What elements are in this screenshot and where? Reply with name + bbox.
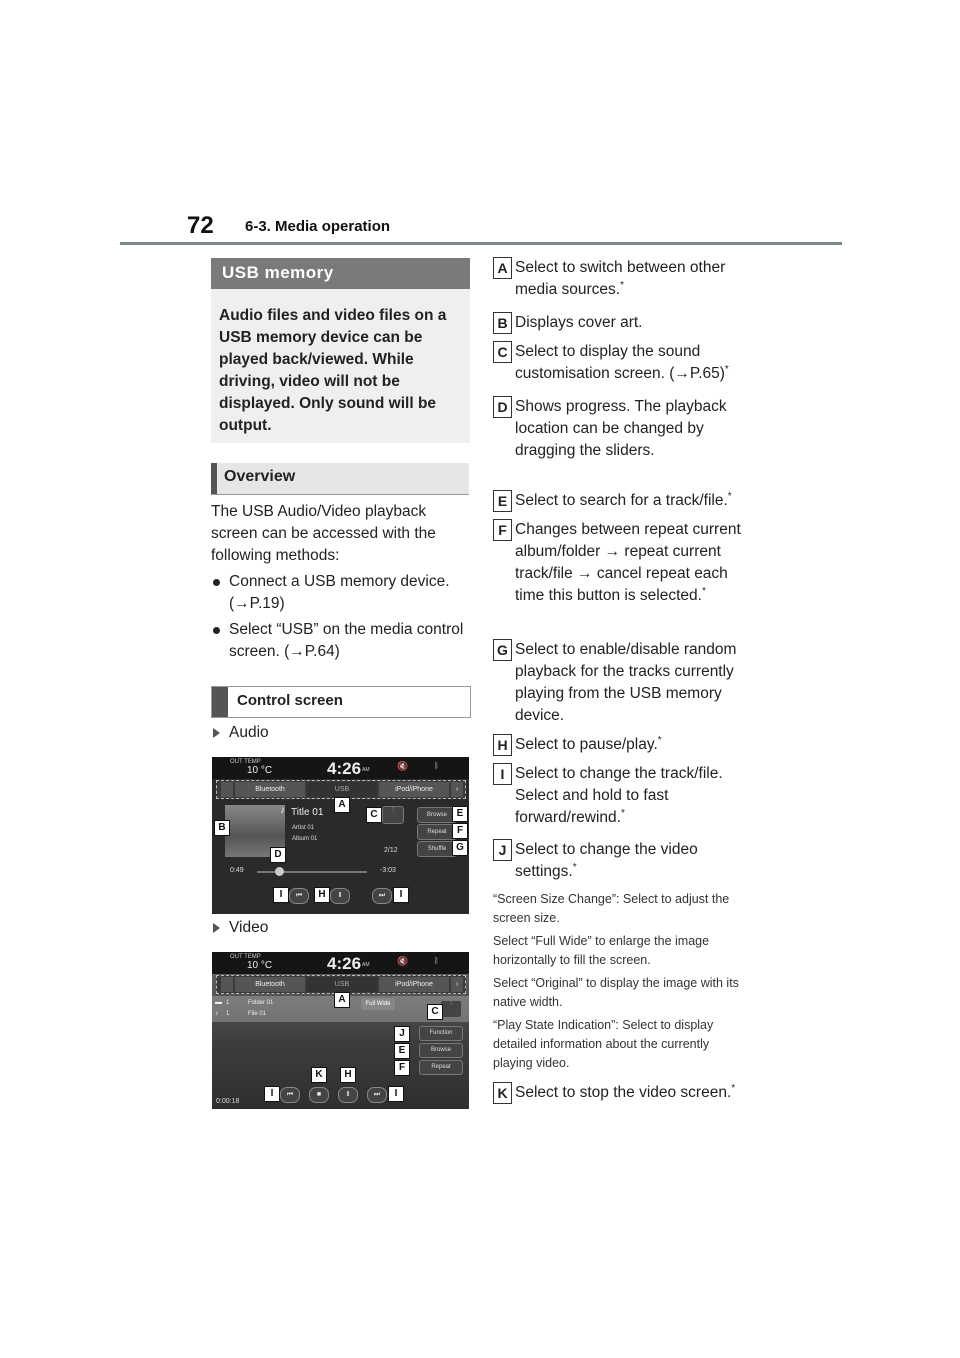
source-usb[interactable]: USB [307, 977, 377, 992]
page-number: 72 [187, 212, 214, 239]
callout-h: H [340, 1067, 356, 1083]
usb-memory-title: USB memory [222, 263, 334, 282]
legend-key: C [493, 341, 512, 363]
callout-i: I [273, 887, 289, 903]
next-icon[interactable]: ⏭ [367, 1087, 387, 1103]
elapsed-time: 0:49 [230, 867, 244, 874]
callout-i: I [393, 887, 409, 903]
folder-number: 1 [226, 1000, 230, 1006]
overview-title: Overview [224, 468, 296, 485]
browse-button[interactable]: Browse [417, 807, 457, 823]
callout-f: F [394, 1060, 410, 1076]
legend-text: Select to enable/disable random playback for the tracks currently playing from the USB memory device. [515, 641, 737, 724]
legend-key: D [493, 396, 512, 418]
legend-text: Select to change the track/file. Select and hold to fast forward/rewind.* [515, 765, 723, 826]
folder-icon: ▬ [215, 999, 222, 1006]
music-note-icon: ♪ [280, 805, 285, 816]
source-ipod[interactable]: iPod/iPhone [379, 782, 449, 797]
callout-j: J [394, 1026, 410, 1042]
control-screen-heading [211, 686, 471, 718]
bullet-text: Select “USB” on the media control screen. (→P.64) [229, 621, 464, 660]
intro-text: Audio files and video files on a USB memory device can be played back/viewed. While driving, video will not be displayed. Only sound will be output. [219, 307, 447, 434]
chapter-title: 6-3. Media operation [245, 218, 391, 235]
callout-i: I [388, 1086, 404, 1102]
artist-name: Artist 01 [292, 825, 315, 831]
video-label: Video [229, 919, 269, 936]
callout-h: H [314, 887, 330, 903]
source-bluetooth[interactable]: Bluetooth [235, 977, 305, 992]
album-name: Album 01 [292, 836, 318, 842]
out-temp-label: OUT TEMP [230, 954, 261, 960]
repeat-button[interactable]: Repeat [419, 1060, 463, 1075]
legend-key: B [493, 312, 512, 334]
function-button[interactable]: Function [419, 1026, 463, 1041]
music-note-icon: ♪ [215, 1010, 219, 1017]
next-icon[interactable]: ⏭ [372, 888, 392, 904]
audio-screen [212, 757, 469, 914]
legend-key: I [493, 763, 512, 785]
callout-a: A [334, 797, 350, 813]
control-screen-title: Control screen [237, 692, 343, 709]
folder-name: Folder 01 [248, 1000, 274, 1006]
video-screen [212, 952, 469, 1109]
callout-c: C [366, 807, 382, 823]
callout-e: E [452, 806, 468, 822]
note-text: “Screen Size Change”: Select to adjust the screen size. [493, 892, 730, 925]
legend-key: H [493, 734, 512, 756]
legend-key: A [493, 257, 512, 279]
bullet-item [211, 571, 471, 615]
bluetooth-icon: ᛒ [434, 956, 439, 965]
triangle-icon [213, 728, 220, 738]
file-name: File 01 [248, 1011, 267, 1017]
legend-key: G [493, 639, 512, 661]
callout-i: I [264, 1086, 280, 1102]
pause-icon[interactable]: Ⅱ [330, 888, 350, 904]
clock: 4:26 [327, 954, 362, 973]
legend-text: Select to pause/play.* [515, 734, 662, 753]
stop-icon[interactable]: ■ [309, 1087, 329, 1103]
bluetooth-icon: ᛒ [434, 761, 439, 770]
previous-icon[interactable]: ⏮ [280, 1087, 300, 1103]
callout-b: B [214, 820, 230, 836]
legend-key: F [493, 519, 512, 541]
intro-box [211, 289, 470, 443]
callout-e: E [394, 1043, 410, 1059]
full-wide-button[interactable]: Full Wide [360, 997, 396, 1011]
source-usb[interactable]: USB [307, 782, 377, 797]
callout-f: F [452, 823, 468, 839]
file-number: 1 [226, 1011, 230, 1017]
legend-text: Select to search for a track/file.* [515, 490, 732, 509]
source-left-button[interactable] [221, 782, 233, 797]
callout-d: D [270, 847, 286, 863]
note-text: Select “Original” to display the image with its native width. [493, 976, 739, 1009]
bullet-item [211, 619, 471, 663]
chevron-right-icon[interactable]: › [451, 977, 463, 992]
temperature: 10 °C [247, 765, 273, 776]
legend-text: Changes between repeat current album/folder → repeat current track/file → cancel repeat each time this button is selected.* [515, 521, 741, 604]
clock: 4:26 [327, 759, 362, 778]
legend-key: E [493, 490, 512, 512]
bullet-text: Connect a USB memory device. (→P.19) [229, 573, 450, 612]
source-bluetooth[interactable]: Bluetooth [235, 782, 305, 797]
header-rule [120, 242, 842, 245]
sound-settings-button[interactable]: ⫶ [382, 806, 404, 824]
callout-c: C [427, 1004, 443, 1020]
bullet-icon [213, 627, 220, 634]
source-left-button[interactable] [221, 977, 233, 992]
legend-text: Displays cover art. [515, 314, 643, 331]
callout-k: K [311, 1067, 327, 1083]
previous-icon[interactable]: ⏮ [289, 888, 309, 904]
legend-text: Shows progress. The playback location can be changed by dragging the sliders. [515, 398, 727, 459]
callout-g: G [452, 840, 468, 856]
source-ipod[interactable]: iPod/iPhone [379, 977, 449, 992]
pause-icon[interactable]: Ⅱ [338, 1087, 358, 1103]
legend-text: Select to switch between other media sources.* [515, 259, 726, 298]
callout-a: A [334, 992, 350, 1008]
repeat-button[interactable]: Repeat [417, 824, 457, 840]
legend-text: Select to stop the video screen.* [515, 1082, 736, 1101]
legend-text: Select to change the video settings.* [515, 841, 698, 880]
mute-icon: 🔇 [397, 761, 409, 771]
temperature: 10 °C [247, 960, 273, 971]
progress-slider[interactable] [275, 867, 284, 876]
bullet-icon [213, 579, 220, 586]
track-title: Title 01 [291, 807, 324, 818]
track-count: 2/12 [384, 847, 398, 854]
am-label: AM [362, 767, 370, 773]
chevron-right-icon[interactable]: › [451, 782, 463, 797]
remaining-time: -3:03 [380, 867, 396, 874]
legend-key: J [493, 839, 512, 861]
shuffle-button[interactable]: Shuffle [417, 841, 457, 857]
status-bar [212, 952, 469, 974]
overview-paragraph: The USB Audio/Video playback screen can be accessed with the following methods: [211, 503, 436, 564]
note-text: “Play State Indication”: Select to display detailed information about the currently playing video. [493, 1018, 714, 1070]
browse-button[interactable]: Browse [419, 1043, 463, 1058]
legend-key: K [493, 1082, 512, 1104]
audio-label: Audio [229, 724, 269, 741]
progress-track [257, 871, 367, 873]
status-bar [212, 757, 469, 779]
legend-text: Select to display the sound customisation screen. (→P.65)* [515, 343, 729, 382]
sound-settings-button[interactable]: ⫶ [440, 1000, 462, 1018]
out-temp-label: OUT TEMP [230, 759, 261, 765]
am-label: AM [362, 962, 370, 968]
elapsed-time: 0:00:18 [216, 1098, 240, 1105]
triangle-icon [213, 923, 220, 933]
note-text: Select “Full Wide” to enlarge the image horizontally to fill the screen. [493, 934, 710, 967]
usb-memory-heading [211, 258, 470, 289]
mute-icon: 🔇 [397, 956, 409, 966]
overview-heading [211, 463, 469, 495]
